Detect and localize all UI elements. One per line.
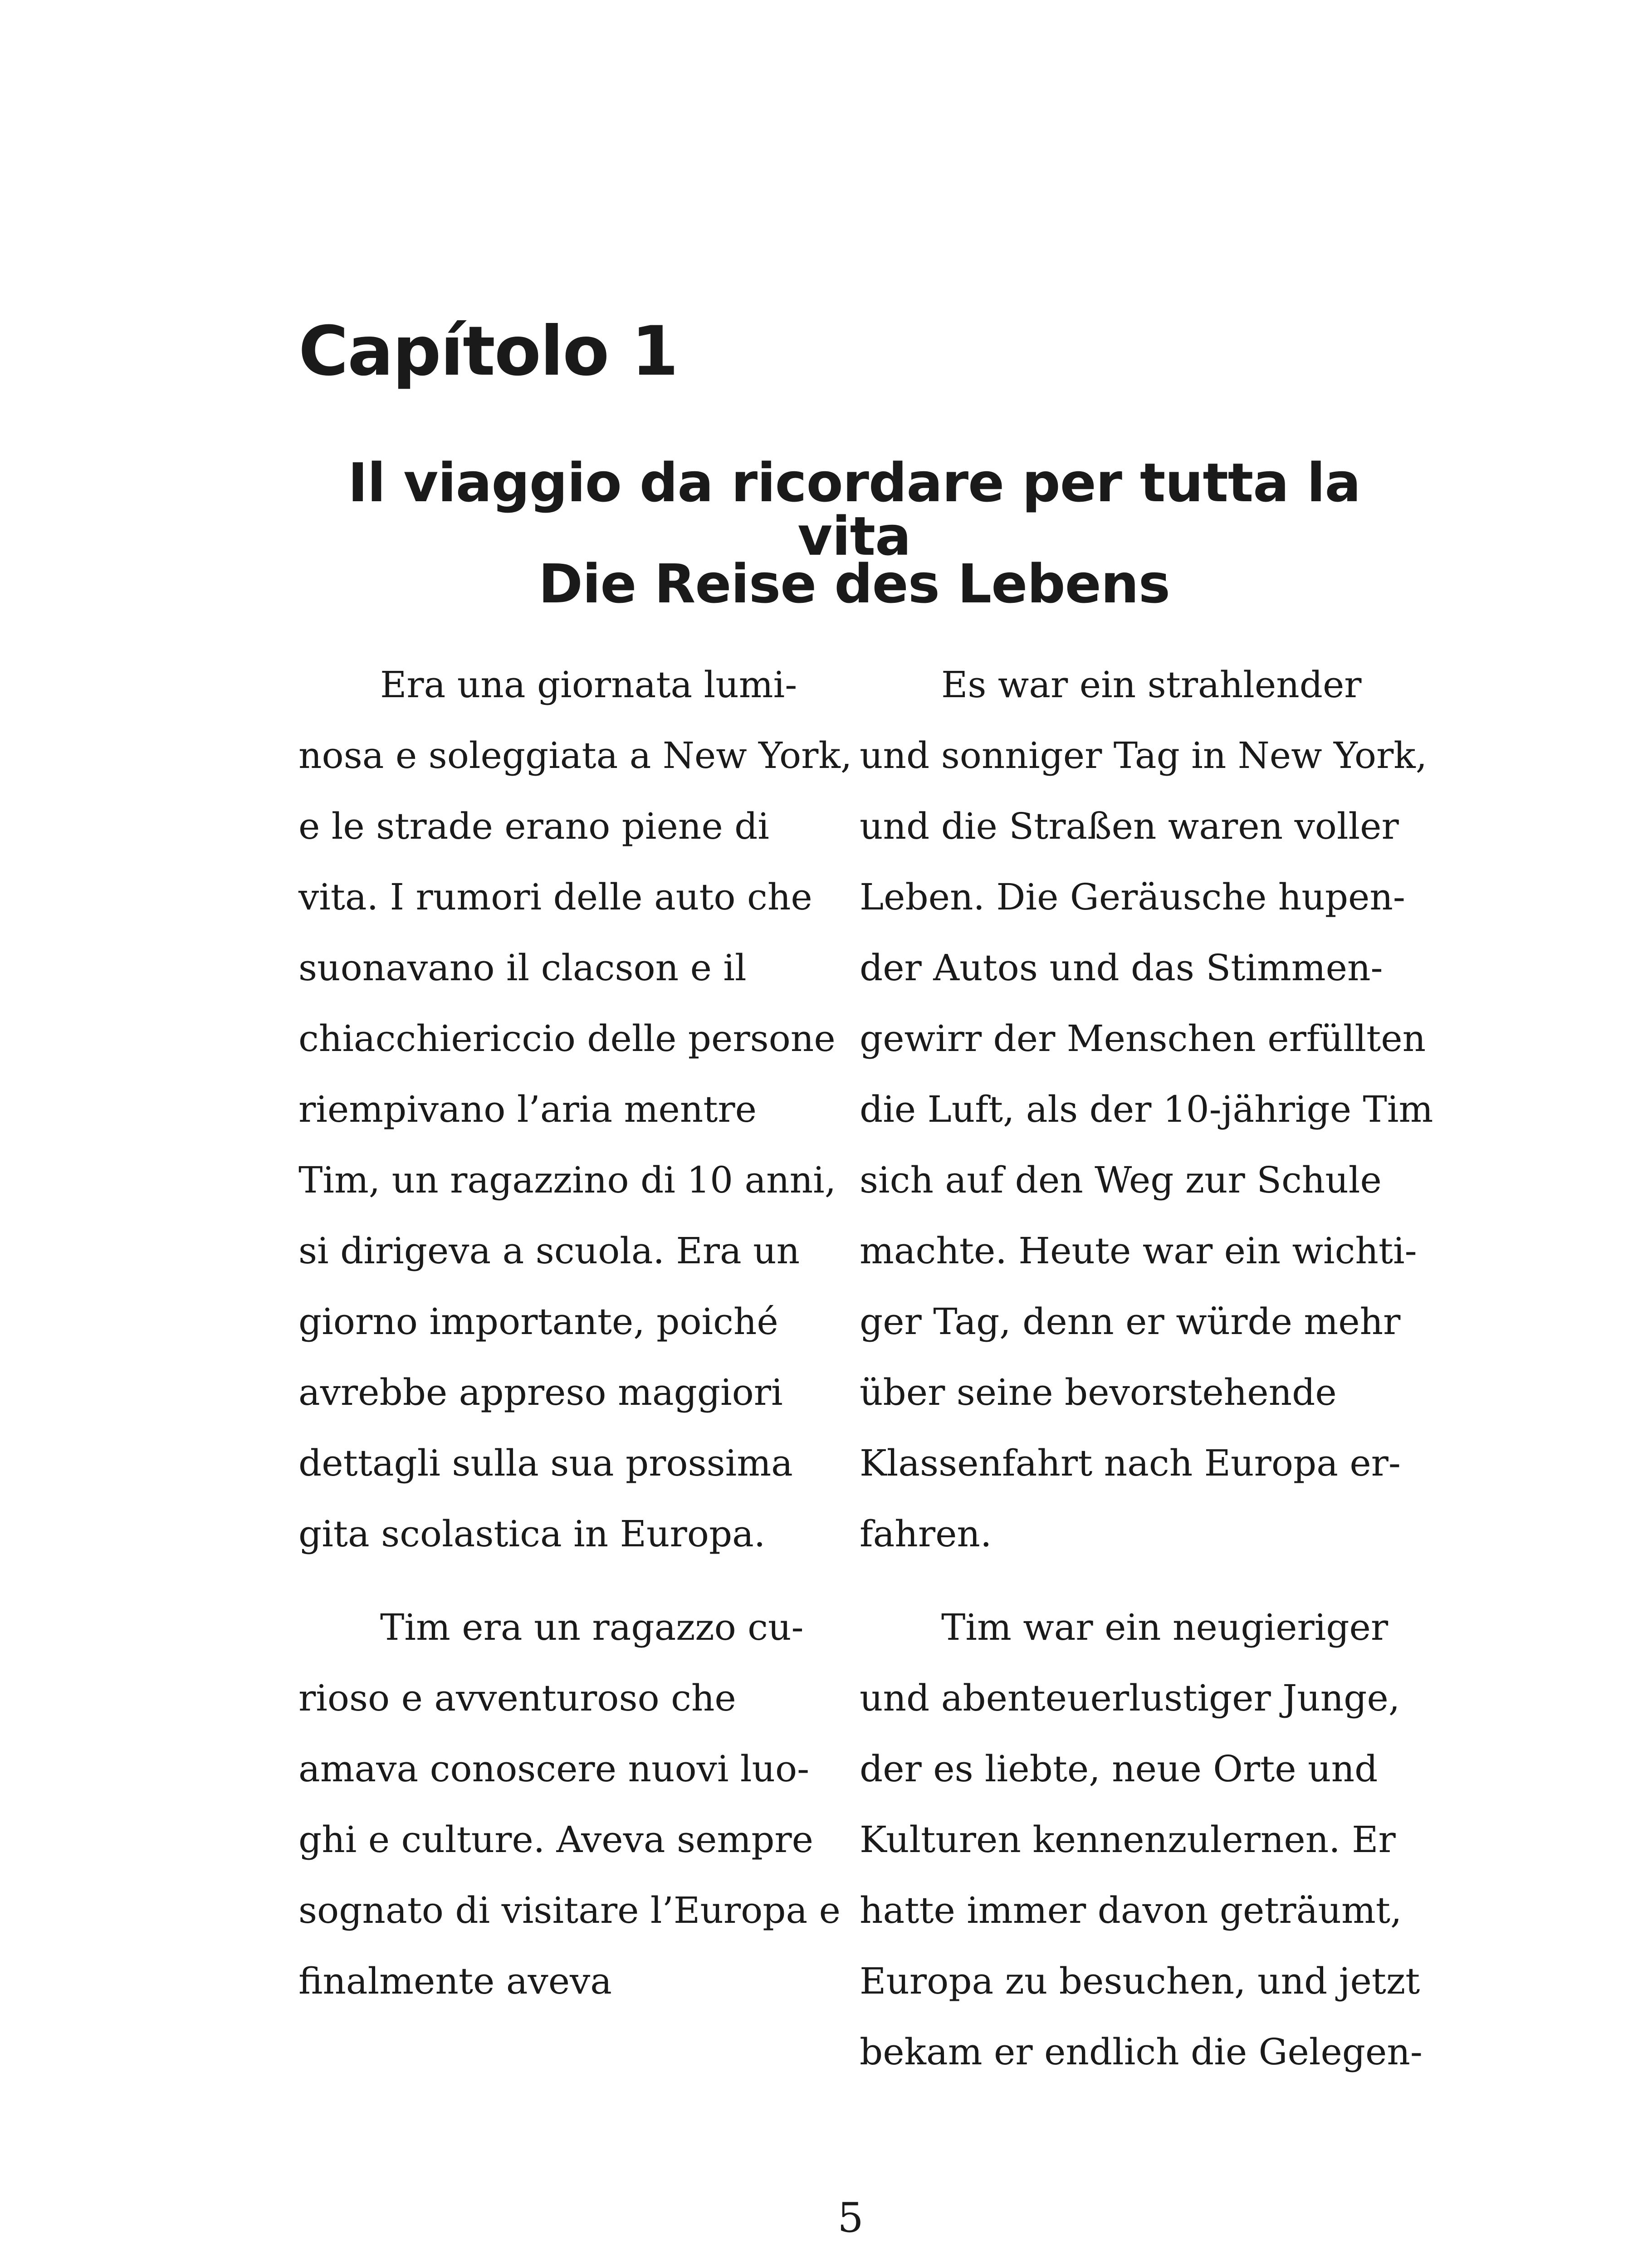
italian-text-line: giorno importante, poiché [298,1300,778,1343]
italian-text-line: sognato di visitare l’Europa e [298,1889,841,1931]
german-text-line: der Autos und das Stimmen- [860,947,1383,989]
chapter-title: Capítolo 1 [298,312,678,391]
italian-text-line: ghi e culture. Aveva sempre [298,1818,813,1861]
chapter-subtitle-german: Die Reise des Lebens [538,552,1170,615]
page-number: 5 [837,2194,864,2242]
german-text-line: ger Tag, denn er würde mehr [860,1300,1401,1343]
italian-text-line: chiacchiericcio delle persone [298,1017,836,1060]
italian-text-line: dettagli sulla sua prossima [298,1442,793,1484]
italian-text-line: gita scolastica in Europa. [298,1513,766,1555]
bat-icon [767,2263,939,2268]
german-text-line: und die Straßen waren voller [860,805,1399,847]
german-text-line: Leben. Die Geräusche hupen- [860,876,1405,918]
german-text-line: hatte immer davon geträumt, [860,1889,1402,1931]
german-paragraph [860,650,1433,1569]
german-text-line: die Luft, als der 10-jährige Tim [860,1088,1433,1130]
german-text-line: bekam er endlich die Gelegen- [860,2031,1423,2073]
german-text-line: der es liebte, neue Orte und [860,1748,1378,1790]
italian-paragraph [298,650,852,1569]
italian-text-line: si dirigeva a scuola. Era un [298,1230,800,1272]
german-paragraph [860,1592,1423,2087]
italian-text-line: suonavano il clacson e il [298,947,747,989]
chapter-subtitle-italian: Il viaggio da ricordare per tutta la vita [347,451,1361,567]
italian-text-line: finalmente aveva [298,1960,612,2002]
italian-text-line: Tim, un ragazzino di 10 anni, [298,1159,836,1201]
german-text-line: machte. Heute war ein wichti- [860,1230,1417,1272]
german-text-line: und sonniger Tag in New York, [860,734,1428,777]
italian-text-line: riempivano l’aria mentre [298,1088,757,1130]
german-text-line: und abenteuerlustiger Junge, [860,1677,1400,1719]
german-text-line: Es war ein strahlender [941,664,1362,706]
italian-text-line: vita. I rumori delle auto che [298,876,812,918]
german-text-line: über seine bevorstehende [860,1371,1337,1413]
italian-text-line: rioso e avventuroso che [298,1677,736,1719]
german-text-line: Kulturen kennenzulernen. Er [860,1818,1396,1861]
german-text-line: Europa zu besuchen, und jetzt [860,1960,1420,2002]
italian-paragraph [298,1592,841,2017]
italian-text-line: amava conoscere nuovi luo- [298,1748,810,1790]
italian-text-line: Tim era un ragazzo cu- [380,1606,804,1648]
german-text-line: Klassenfahrt nach Europa er- [860,1442,1401,1484]
italian-column [298,650,852,2039]
italian-text-line: Era una giornata lumi- [380,664,797,706]
italian-text-line: e le strade erano piene di [298,805,769,847]
italian-text-line: nosa e soleggiata a New York, [298,734,852,777]
german-text-line: gewirr der Menschen erfüllten [860,1017,1426,1060]
german-column [860,650,1433,2110]
german-text-line: Tim war ein neugieriger [941,1606,1389,1648]
italian-text-line: avrebbe appreso maggiori [298,1371,783,1413]
german-text-line: sich auf den Weg zur Schule [860,1159,1382,1201]
german-text-line: fahren. [860,1513,992,1555]
